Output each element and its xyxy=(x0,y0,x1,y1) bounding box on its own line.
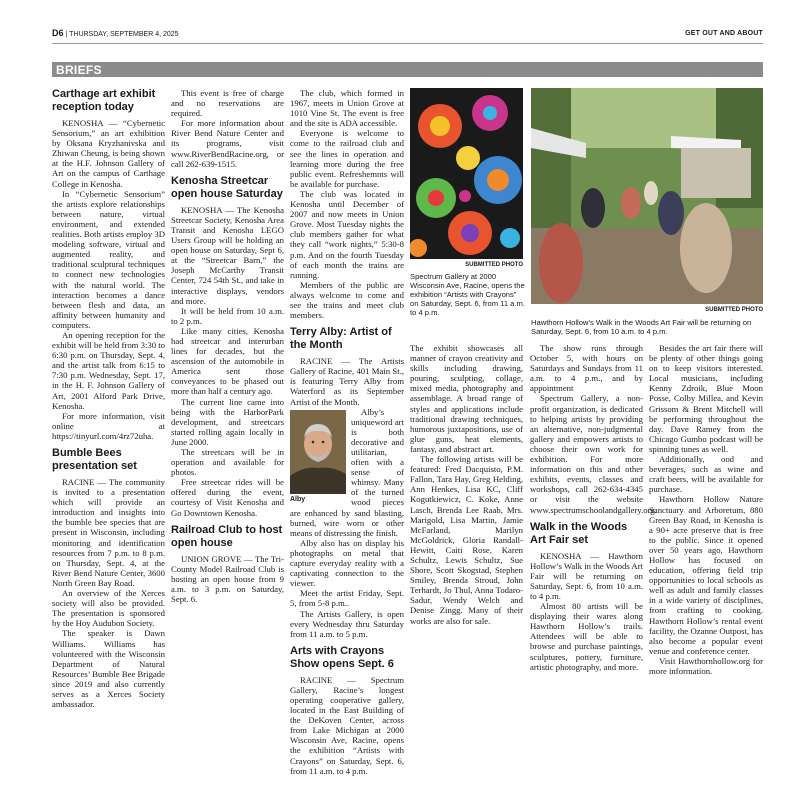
carthage-headline: Carthage art exhibit reception today xyxy=(52,88,156,113)
crayon-photo-credit: SUBMITTED PHOTO xyxy=(465,262,523,268)
alby-paragraph: Meet the artist Friday, Sept. 5, from 5-8 p.m.. xyxy=(290,588,404,609)
crayons-headline: Arts with Crayons Show opens Sept. 6 xyxy=(290,644,394,670)
crayon-artwork-photo xyxy=(410,88,523,259)
carthage-paragraph: KENOSHA — “Cybernetic Sensorium,” an art exhibition by Oksana Kryzhanivska and Zhiwan Cheung, is being shown at the H.F. Johnson Gallery of Art on the campus of Carthage College in Kenosha. xyxy=(52,118,165,189)
crayons-paragraph: The following artists will be featured: Fred Dacquisto, P.M. Fallon, Tara Hay, Greg Helding, Ann Henkes, Lisa KC, Cliff Kogutkiewicz, C. Koke, Anne Lasch, Brenda Lee Raab, Mrs. Marigold, Lisa Martin, Jamie McFarland, Marilyn McGoldrick, Gloria Randall-Hewitt, Caiti Rose, Karen Schultz, Lewis Schultz, Sue Shore, Scott Skogstad, Stephen Smiley, Brenda Stroud, John Terhardt, Jo Thul, Anna Todaro-Sadur, Wendy Welch and Denise Zingg. Many of their works are also for sale. xyxy=(410,454,523,626)
railroad-paragraph: Everyone is welcome to come to the railroad club and see the lines in operation and learning more during the free public event. Refreshemnts will be available for purchase. xyxy=(290,128,404,189)
header-divider xyxy=(52,43,763,44)
alby-photo-caption: Alby xyxy=(290,495,306,503)
streetcar-paragraph: KENOSHA — The Kenosha Streetcar Society, Kenosha Area Transit and Kenosha LEGO Users Group will be holding an open house on Saturday, Sept 6, at the “Streetcar Barn,” the Joseph McCarthy Transit Center, 724 54th St., and take in interactive displays, vendors and more. xyxy=(171,204,284,306)
alby-paragraph: RACINE — The Artists Gallery of Racine, 401 Main St., is featuring Terry Alby from Waterford as its September Artist of the Month. xyxy=(290,356,404,407)
bees-paragraph: The speaker is Dawn Williams. Williams has volunteered with the Wisconsin Department of Natural Resources’ Bumble Bee Brigade since 2019 and also currently serves as a Xerces Society ambassador. xyxy=(52,628,165,710)
alby-portrait xyxy=(290,410,346,494)
woods-paragraph: Additionally, ood and beverages, such as wine and craft beers, will be available for purchase. xyxy=(649,454,763,495)
column-1 xyxy=(52,88,165,709)
briefs-label: BRIEFS xyxy=(56,63,102,77)
bees-paragraph: For more information about River Bend Nature Center and its programs, visit www.RiverBendRacine.org, or call 262-639-1515. xyxy=(171,118,284,169)
carthage-paragraph: In “Cybernetic Sensorium” the artists explore relationships between nature, virtual environment, and extended realities. Both artists employ 3D modeling software, virtual and augmented reality, and traditional sculptural techniques to connect new technologies with the natural world. The interaction becomes a dance between flesh and data, an affinity between humanity and computers. xyxy=(52,188,165,330)
column-4b xyxy=(530,343,657,672)
carthage-paragraph: An opening reception for the exhibit will be held from 3:30 to 6:30 p.m. on Thursday, Sept. 4, and the artist talk from 6:15 to 7:30 p.m. Wednesday, Sept. 17, in the H. F. Johnson Gallery of Art, 2001 Alford Park Drive, Kenosha. xyxy=(52,329,165,411)
section-name: GET OUT AND ABOUT xyxy=(685,30,763,37)
issue-date: THURSDAY, SEPTEMBER 4, 2025 xyxy=(69,31,179,38)
art-fair-photo xyxy=(531,88,763,304)
streetcar-paragraph: Free streetcar rides will be offered during the event, courtesy of Visit Kenosha and Go Downtown Kenosha. xyxy=(171,477,284,518)
streetcar-headline: Kenosha Streetcar open house Saturday xyxy=(171,174,283,200)
streetcar-paragraph: Like many cities, Kenosha had streetcar and interurban lines for decades, but the ascension of the automobile in America sent those conveyances to be phased out more than half a century ago. xyxy=(171,325,284,397)
woods-paragraph: Hawthorn Hollow Nature Sanctuary and Arboretum, 880 Green Bay Road, in Kenosha is a 90+ acre preserve that is free to the public. Since it opened over 50 years ago, Hawthorn Hollow has focused on education, offering field trip opportunities to local schools as well as adult and family classes in a wide variety of disciplines, from crafting to cooking. Hawthorn Hollow’s rental event facility, the Ozanne Outpost, has also become a popular event venue and conference center. xyxy=(649,494,763,656)
woods-paragraph: KENOSHA — Hawthorn Hollow’s Walk in the Woods Art Fair will be returning on Saturday, Sept. 6, from 10 a.m. to 4 p.m. xyxy=(530,550,643,601)
page-number: D6 xyxy=(52,28,64,38)
bees-paragraph: RACINE — The community is invited to a presentation which will provide an introduction and insights into the bumble bee species that are present in Wisconsin, including monitoring and identification resources from 7 p.m. to 8 p.m. on Thursday, Sept. 4, at the River Bend Nature Center, 3600 North Green Bay Road. xyxy=(52,477,165,588)
crayon-photo-caption: Spectrum Gallery at 2000 Wisconsin Ave, Racine, opens the exhibition “Artists with Crayons” on Saturday, Sept. 6, from 11 a.m. to 4 p.m. xyxy=(410,272,525,317)
carthage-paragraph: For more information, visit online at https://tinyurl.com/4rz72uha. xyxy=(52,410,165,441)
crayons-paragraph: Spectrum Gallery, a non-profit organization, is dedicated to helping artists by providing an alternative, non-judgmental gallery and empowers artists to choose their own work for exhibition. For more information on this and other exhibits, events, classes and workshops, call 262-634-4345 or visit the website www.spectrumschoolandgallery.org. xyxy=(530,393,657,515)
alby-paragraph: The Artists Gallery, is open every Wednesday thru Saturday from 11 a.m. to 5 p.m. xyxy=(290,608,404,639)
bees-paragraph: This event is free of charge and no reservations are required. xyxy=(171,88,284,119)
railroad-paragraph: Members of the public are always welcome to come and see the trains and meet club members. xyxy=(290,279,404,321)
bees-headline: Bumble Bees presentation set xyxy=(52,447,137,472)
crayons-paragraph: The exhibit showcases all manner of crayon creativity and skills including drawing, pouring, sculpting, collage, mixed media, photography and assemblage. A broad range of styles and applications include traditional drawing techniques, humorous juxtapositions, use of glue guns, heat elements, fantasy, and abstract art. xyxy=(410,343,523,454)
crayons-paragraph: RACINE — Spectrum Gallery, Racine’s longest operating cooperative gallery, located in the East Building of the DeKoven Center, across from Lake Michigan at 2000 Wisconsin Ave, Racine, opens the exhibition “Artists with Crayons” on Saturday, Sept. 6, from 11 a.m. to 4 p.m. xyxy=(290,674,404,776)
bees-paragraph: An overview of the Xerces society will also be provided. The presentation is sponsored by the Hoy Audubon Society. xyxy=(52,588,165,629)
railroad-headline: Railroad Club to host open house xyxy=(171,523,283,549)
woods-paragraph: Almost 80 artists will be displaying their wares along Hawthorn Hollow’s trails. Attendees will be able to browse and purchase paintings, sculptures, pottery, furniture, artistic photography, and more. xyxy=(530,601,643,672)
alby-paragraph: Alby also has on display his photographs on metal that capture everyday reality with a captivating connection to the viewer. xyxy=(290,537,404,589)
page-header: D6 | THURSDAY, SEPTEMBER 4, 2025 GET OUT AND ABOUT xyxy=(52,28,763,38)
railroad-paragraph: The club was located in Kenosha until December of 2007 and now meets in Union Grove. Most Tuesday nights the club members gather for what they call “work nights,” 5:30-8 p.m. And on the fourth Tuesday of each month the trains are running. xyxy=(290,188,404,280)
fair-photo-credit: SUBMITTED PHOTO xyxy=(705,307,763,313)
column-2 xyxy=(171,88,284,604)
railroad-paragraph: UNION GROVE — The Tri-County Model Railroad Club is hosting an open house from 9 a.m. to 3 p.m. on Saturday, Sept. 6. xyxy=(171,553,284,605)
fair-photo-caption: Hawthorn Hollow’s Walk in the Woods Art Fair will be returning on Saturday, Sept. 6, from 10 a.m. to 4 p.m. xyxy=(531,318,752,336)
streetcar-paragraph: The current line came into being with the HarborPark development, and streetcars started rolling again locally in June 2000. xyxy=(171,396,284,447)
woods-headline: Walk in the Woods Art Fair set xyxy=(530,520,628,546)
column-4a xyxy=(410,343,523,626)
woods-paragraph: Besides the art fair there will be plenty of other things going on to keep visitors interested. Local musicians, including Kenny Zdroik, Blue Moon Posse, Colby Millea, and Kevin Grissom & Brent Mitchell will be performing throughout the day. Dave Ramey from the Chicago Gumbo podcast will be spinning tunes as well. xyxy=(649,343,763,454)
woods-paragraph: Visit Hawthornhollow.org for more information. xyxy=(649,655,763,676)
streetcar-paragraph: The streetcars will be in operation and available for photos. xyxy=(171,447,284,478)
column-3 xyxy=(290,88,404,776)
briefs-banner xyxy=(52,62,763,77)
alby-photo-block xyxy=(290,410,346,504)
streetcar-paragraph: It will be held from 10 a.m. to 2 p.m. xyxy=(171,305,284,326)
crayons-paragraph: The show runs through October 5, with hours on Saturdays and Sundays from 11 a.m. to 4 p.m., and by appointment xyxy=(530,343,643,394)
alby-headline: Terry Alby: Artist of the Month xyxy=(290,326,392,352)
column-5 xyxy=(649,343,763,676)
alby-paragraph: Alby’s uniqueword art is both decorative and utilitarian, often with a sense of whimsy. Many of the turned wood pieces are enhanced by sand blasting, burned, wire worn or other means of distressing the finish. xyxy=(290,406,404,538)
railroad-paragraph: The club, which formed in 1967, meets in Union Grove at 1010 Vine St. The event is free and the site is ADA accessible. xyxy=(290,88,404,129)
